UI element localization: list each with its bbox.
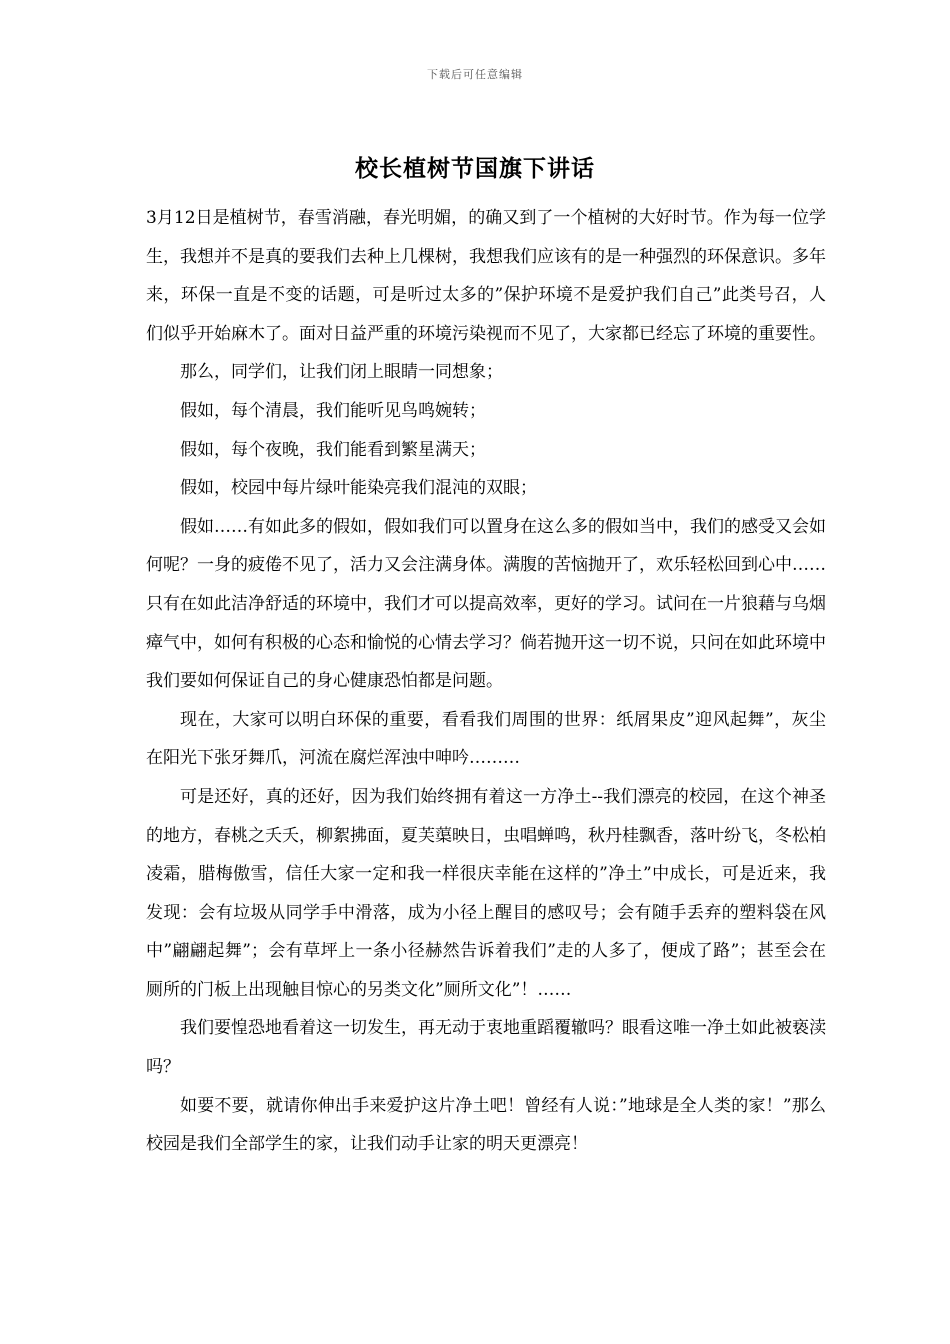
paragraph-5: 假如，校园中每片绿叶能染亮我们混沌的双眼； — [180, 478, 537, 499]
paragraph-1: 3月12日是植树节，春雪消融，春光明媚，的确又到了一个植树的大好时节。作为每一位学生，我想并不是真的要我们去种上几棵树，我想我们应该有的是一种强烈的环保意识。多年来，环保一直是不变的话题，可是听过太多的”保护环境不是爱护我们自己”此类号召，人们似乎开始麻木了。面对日益严重的环境污染视而不见了，大家都已经忘了环境的重要性。 — [146, 208, 826, 344]
paragraph-6: 假如……有如此多的假如，假如我们可以置身在这么多的假如当中，我们的感受又会如何呢？一身的疲倦不见了，活力又会注满身体。满腹的苦恼抛开了，欢乐轻松回到心中……只有在如此洁净舒适的环境中，我们才可以提高效率，更好的学习。试问在一片狼藉与乌烟瘴气中，如何有积极的心态和愉悦的心情去学习？倘若抛开这一切不说，只问在如此环境中我们要如何保证自己的身心健康恐怕都是问题。 — [146, 516, 826, 692]
paragraph-9: 我们要惶恐地看着这一切发生，再无动于衷地重蹈覆辙吗？眼看这唯一净土如此被亵渎吗？ — [146, 1018, 826, 1078]
paragraph-3: 假如，每个清晨，我们能听见鸟鸣婉转； — [180, 400, 486, 421]
paragraph-7: 现在，大家可以明白环保的重要，看看我们周围的世界：纸屑果皮”迎风起舞”，灰尘在阳光下张牙舞爪，河流在腐烂浑浊中呻吟……… — [146, 709, 826, 769]
page-title: 校长植树节国旗下讲话 — [355, 155, 595, 182]
paragraph-10: 如要不要，就请你伸出手来爱护这片净土吧！曾经有人说：”地球是全人类的家！”那么校园是我们全部学生的家，让我们动手让家的明天更漂亮！ — [146, 1095, 826, 1155]
paragraph-2: 那么，同学们，让我们闭上眼睛一同想象； — [180, 362, 503, 383]
header-note: 下载后可任意编辑 — [427, 68, 523, 81]
speech-body — [146, 199, 826, 1164]
paragraph-8: 可是还好，真的还好，因为我们始终拥有着这一方净土--我们漂亮的校园，在这个神圣的地方，春桃之夭夭，柳絮拂面，夏芙蕖映日，虫唱蝉鸣，秋丹桂飘香，落叶纷飞，冬松柏凌霜，腊梅傲雪，信任大家一定和我一样很庆幸能在这样的”净土”中成长，可是近来，我发现：会有垃圾从同学手中滑落，成为小径上醒目的感叹号；会有随手丢弃的塑料袋在风中”翩翩起舞”；会有草坪上一条小径赫然告诉着我们”走的人多了，便成了路”；甚至会在厕所的门板上出现触目惊心的另类文化”厕所文化”！…… — [146, 786, 826, 1000]
paragraph-4: 假如，每个夜晚，我们能看到繁星满天； — [180, 439, 486, 460]
